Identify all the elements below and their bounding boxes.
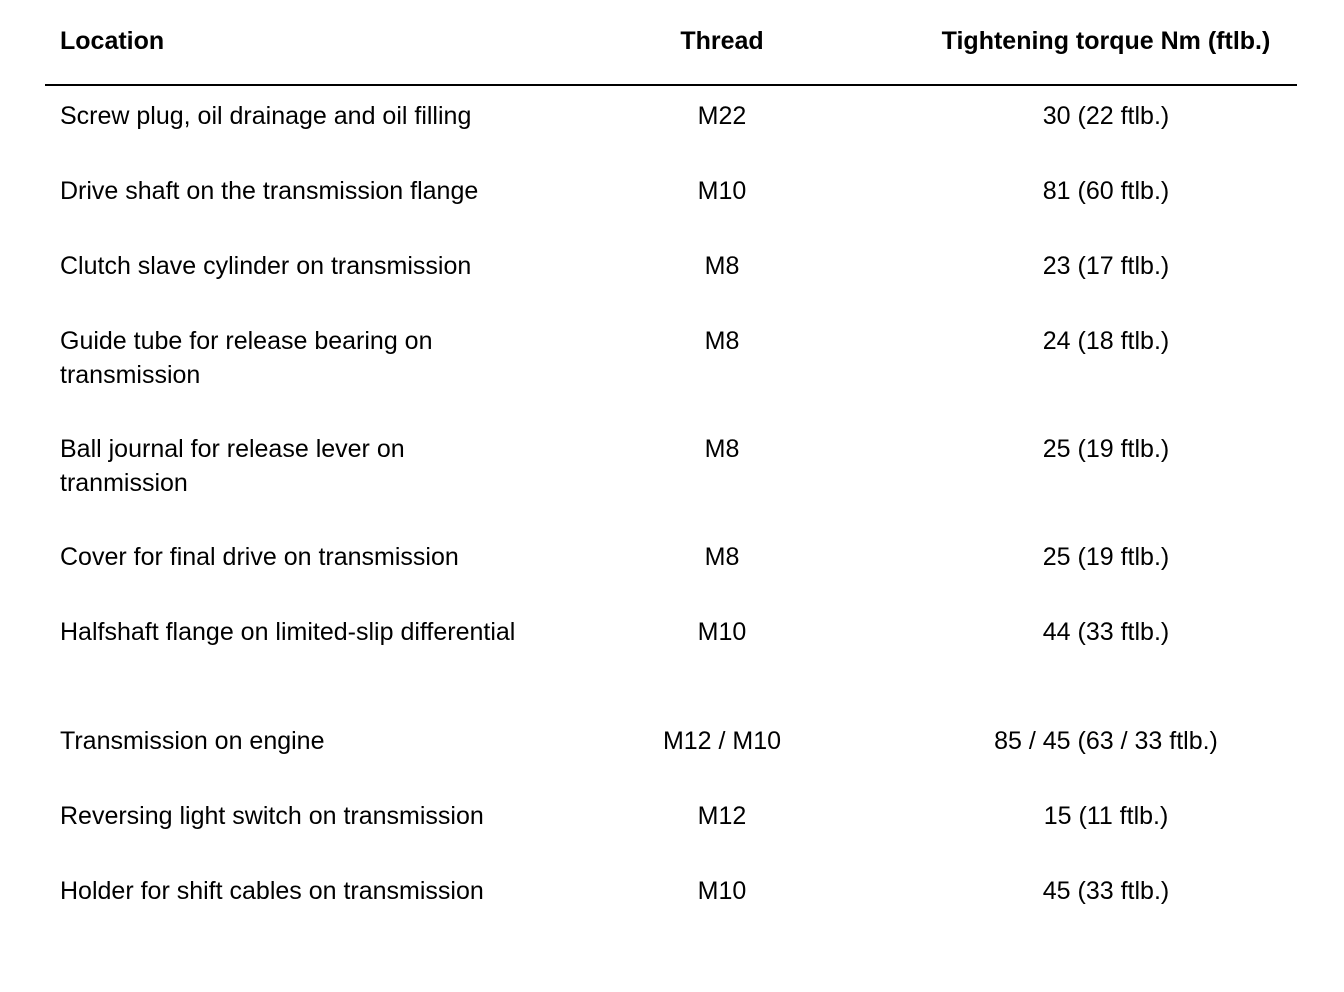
torque-cell: 81 (60 ftlb.) [1042, 177, 1170, 205]
location-cell: Clutch slave cylinder on transmission [60, 252, 472, 280]
table-header [0, 0, 1344, 86]
location-cell: Screw plug, oil drainage and oil filling [60, 102, 472, 130]
header-location: Location [60, 27, 165, 55]
torque-cell: 25 (19 ftlb.) [1042, 543, 1170, 571]
header-divider [45, 84, 1297, 86]
torque-cell: 45 (33 ftlb.) [1042, 877, 1170, 905]
thread-cell: M10 [697, 877, 747, 905]
location-cell: Ball journal for release lever on tranmission [60, 435, 405, 497]
torque-cell: 15 (11 ftlb.) [1043, 802, 1169, 830]
location-cell: Cover for final drive on transmission [60, 543, 459, 571]
thread-cell: M8 [704, 543, 740, 571]
location-cell: Holder for shift cables on transmission [60, 877, 484, 905]
thread-cell: M8 [704, 252, 740, 280]
torque-cell: 30 (22 ftlb.) [1042, 102, 1170, 130]
torque-cell: 44 (33 ftlb.) [1042, 618, 1170, 646]
thread-cell: M8 [704, 327, 740, 355]
location-cell: Guide tube for release bearing on transmission [60, 327, 433, 389]
torque-cell: 23 (17 ftlb.) [1042, 252, 1170, 280]
thread-cell: M10 [697, 177, 747, 205]
thread-cell: M10 [697, 618, 747, 646]
thread-cell: M22 [697, 102, 747, 130]
location-cell: Halfshaft flange on limited-slip differential [60, 618, 516, 646]
location-cell: Transmission on engine [60, 727, 325, 755]
torque-cell: 85 / 45 (63 / 33 ftlb.) [994, 727, 1218, 755]
location-cell: Reversing light switch on transmission [60, 802, 484, 830]
header-torque: Tightening torque Nm (ftlb.) [941, 27, 1271, 55]
thread-cell: M12 / M10 [662, 727, 782, 755]
torque-cell: 25 (19 ftlb.) [1042, 435, 1170, 463]
thread-cell: M8 [704, 435, 740, 463]
torque-cell: 24 (18 ftlb.) [1042, 327, 1170, 355]
header-thread: Thread [680, 27, 764, 55]
thread-cell: M12 [697, 802, 747, 830]
location-cell: Drive shaft on the transmission flange [60, 177, 479, 205]
